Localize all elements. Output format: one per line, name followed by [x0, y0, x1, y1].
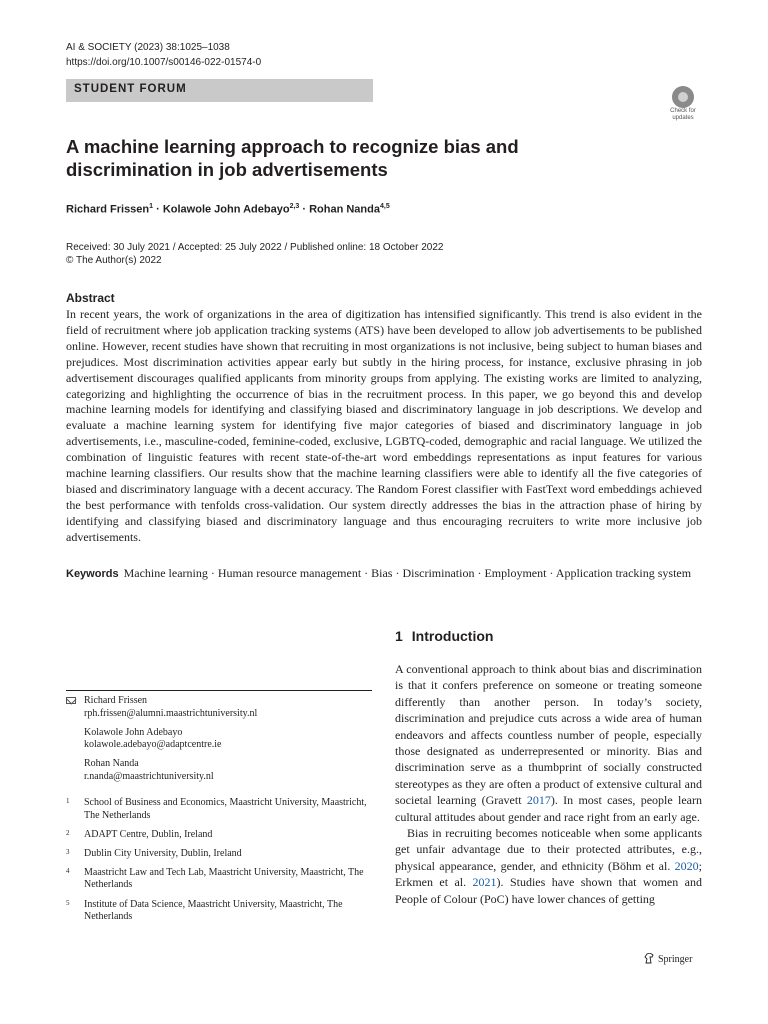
affiliation-text: Institute of Data Science, Maastricht University, Maastricht, The Netherlands: [84, 898, 343, 923]
copyright-notice: © The Author(s) 2022: [66, 255, 162, 266]
contact-name: Kolawole John Adebayo: [84, 726, 183, 738]
publisher-name: Springer: [658, 954, 693, 965]
affiliation-number: 1: [66, 797, 70, 805]
affiliation-entry: [66, 797, 372, 822]
citation-link[interactable]: 2020: [674, 858, 699, 873]
affiliation-entry: [66, 867, 372, 892]
doi-link[interactable]: https://doi.org/10.1007/s00146-022-01574-0: [66, 57, 262, 68]
author-separator: ·: [299, 203, 310, 216]
contact-entry: [66, 727, 372, 752]
keywords-text: Machine learning · Human resource management · Bias · Discrimination · Employment · Application tracking system: [123, 566, 692, 580]
affiliation-text: Maastricht Law and Tech Lab, Maastricht University, Maastricht, The Netherlands: [84, 866, 364, 891]
publication-dates: [66, 241, 443, 267]
contact-entry: [66, 695, 372, 720]
crossmark-icon: [672, 86, 694, 108]
affiliation-entry: [66, 899, 372, 924]
section-title: Introduction: [411, 628, 494, 644]
paragraph: Bias in recruiting becomes noticeable when some applicants get unfair advantage due to their protected attributes, e.g., physical appearance, gender, and ethnicity (Böhm et al. 2020; Erkmen et al. 2021). Studies have shown that women and People of Colour (PoC) have lower chances of getting: [395, 826, 702, 906]
author-name: Richard Frissen: [66, 203, 150, 216]
paragraph: A conventional approach to think about bias and discrimination is that it confers preference on someone or treating someone differently than another person. In today’s society, discrimination and prejudice cuts across a wide area of human endeavors and affects countless number of people, especially those designated as underrepresented or minority. Bias and discrimination serve as a thumbprint of socially constructed stereotypes as they are often a product of extensive cultural and societal learning (Gravett 2017). In most cases, people learn cultural attitudes about gender and race right from an early age.: [395, 662, 702, 824]
introduction-body: [395, 661, 702, 907]
affiliation-number: 5: [66, 898, 70, 907]
section-number: 1: [395, 628, 403, 644]
author-list: [66, 203, 390, 216]
keywords-label: Keywords: [66, 568, 119, 580]
author-affiliation-ref: 1: [149, 203, 154, 210]
affiliation-number: 4: [66, 866, 70, 875]
citation-link[interactable]: 2017: [526, 793, 551, 808]
footnote-divider: [66, 690, 372, 691]
keywords: [66, 566, 702, 583]
journal-header: [66, 40, 261, 70]
check-for-updates-label: Check for updates: [670, 108, 696, 121]
author-affiliation-ref: 2,3: [289, 203, 300, 210]
section-band: [66, 79, 373, 102]
received-accepted-published: Received: 30 July 2021 / Accepted: 25 July 2022 / Published online: 18 October 2022: [66, 242, 444, 253]
abstract-text: In recent years, the work of organizations in the area of digitization has intensified significantly. This trend is also evident in the field of recruitment where job application tracking systems (ATS) have been developed to allow job advertisements to be published online. However, recent studies have shown that recruiting in most organizations is not inclusive, being subject to human biases and prejudices. Most discrimination activities appear early but subtly in the hiring process, for instance, exclusive phrasing in job advertisement discourages qualified applicants from minority groups from applying. The existing works are limited to analyzing, categorizing and highlighting the occurrence of bias in the recruitment process. In this paper, we go beyond this and develop machine learning models for identifying and classifying biased and discriminatory language in job descriptions. We develop and evaluate a machine learning system for identifying five major categories of biased and discriminatory language in job advertisements, i.e., masculine-coded, feminine-coded, exclusive, LGBTQ-coded, demographic and racial language. We utilized the combination of linguistic features with recent state-of-the-art word embeddings representations as input features for various machine learning classifiers. Our results show that the machine learning classifiers were able to identify all the five categories of biased and discriminatory language with a decent accuracy. The Random Forest classifier with FastText word embeddings achieved the best performance with tenfolds cross-validation. Our system directly addresses the bias in the attraction phase of hiring by identifying and classifying biased and discriminatory language and thus encouraging recruiters to write more inclusive job advertisements.: [66, 307, 702, 544]
section-heading: [395, 628, 493, 644]
abstract-heading: Abstract: [66, 291, 115, 305]
citation-link[interactable]: 2021: [472, 875, 497, 890]
corresponding-contacts: [66, 695, 372, 790]
affiliation-entry: [66, 829, 372, 842]
affiliation-text: School of Business and Economics, Maastricht University, Maastricht, The Netherlands: [84, 797, 367, 821]
affiliation-number: 3: [66, 847, 70, 856]
author-affiliation-ref: 4,5: [379, 203, 390, 210]
affiliation-text: Dublin City University, Dublin, Ireland: [84, 847, 242, 859]
springer-horse-icon: [644, 953, 654, 964]
affiliation-entry: [66, 848, 372, 861]
affiliation-text: ADAPT Centre, Dublin, Ireland: [84, 828, 213, 840]
section-band-label: STUDENT FORUM: [74, 83, 187, 95]
journal-citation: AI & SOCIETY (2023) 38:1025–1038: [66, 42, 230, 53]
contact-email[interactable]: kolawole.adebayo@adaptcentre.ie: [84, 739, 222, 751]
affiliations-list: [66, 797, 372, 930]
contact-entry: [66, 758, 372, 783]
publisher-logo: [644, 953, 692, 965]
contact-email[interactable]: r.nanda@maastrichtuniversity.nl: [84, 770, 214, 782]
affiliation-number: 2: [66, 828, 70, 837]
contact-name: Richard Frissen: [84, 695, 148, 706]
contact-email[interactable]: rph.frissen@alumni.maastrichtuniversity.nl: [84, 707, 258, 719]
contact-name: Rohan Nanda: [84, 758, 139, 770]
author-name: Kolawole John Adebayo: [162, 203, 290, 216]
article-title: A machine learning approach to recognize bias and discrimination in job advertisements: [66, 136, 519, 180]
check-for-updates-badge[interactable]: [664, 84, 702, 124]
author-separator: ·: [153, 203, 163, 216]
envelope-icon: [66, 697, 76, 704]
author-name: Rohan Nanda: [309, 203, 380, 216]
